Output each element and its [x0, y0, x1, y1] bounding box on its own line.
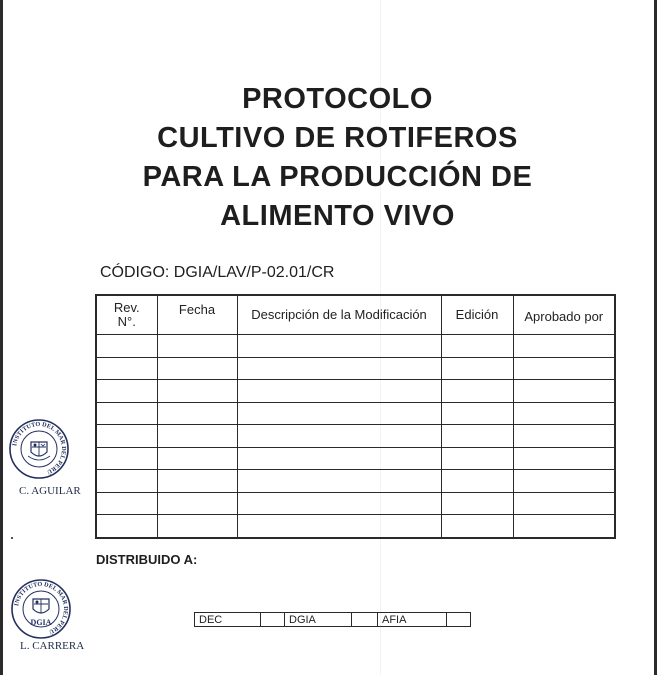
table-row — [96, 470, 615, 493]
distribution-table — [194, 612, 471, 627]
table-row — [96, 357, 615, 380]
document-title — [60, 80, 615, 236]
table-cell — [237, 492, 441, 515]
seal-2-ring-text: INSTITUTO DEL MAR DEL PERÚ — [13, 580, 70, 636]
table-cell — [237, 470, 441, 493]
table-cell — [513, 470, 615, 493]
table-row — [96, 402, 615, 425]
table-cell — [441, 425, 513, 448]
header-rev-line2: N°. — [117, 314, 136, 329]
title-line-4: ALIMENTO VIVO — [220, 200, 455, 232]
table-cell — [96, 402, 157, 425]
table-cell — [441, 447, 513, 470]
distribution-row — [195, 613, 471, 627]
distribution-cell — [352, 613, 378, 627]
table-cell — [237, 402, 441, 425]
table-cell — [237, 335, 441, 358]
table-cell — [513, 380, 615, 403]
table-cell — [157, 357, 237, 380]
seal-1-ring-text: INSTITUTO DEL MAR DEL PERÚ — [11, 420, 68, 476]
table-row — [96, 335, 615, 358]
table-row — [96, 515, 615, 538]
distribution-cell: DEC — [195, 613, 261, 627]
revision-table-body — [96, 335, 615, 538]
table-cell — [237, 515, 441, 538]
table-cell — [237, 447, 441, 470]
table-cell — [513, 335, 615, 358]
scan-right-margin — [657, 0, 671, 675]
title-line-3: PARA LA PRODUCCIÓN DE — [142, 161, 533, 193]
table-cell — [96, 470, 157, 493]
table-cell — [96, 515, 157, 538]
table-cell — [157, 492, 237, 515]
title-line-1: PROTOCOLO — [242, 83, 433, 115]
distribution-cell — [261, 613, 285, 627]
table-cell — [96, 335, 157, 358]
table-cell — [157, 447, 237, 470]
table-cell — [237, 357, 441, 380]
institute-seal-1 — [8, 418, 70, 480]
table-cell — [441, 357, 513, 380]
table-row — [96, 447, 615, 470]
table-cell — [441, 380, 513, 403]
table-cell — [157, 335, 237, 358]
table-cell — [96, 447, 157, 470]
table-row — [96, 492, 615, 515]
table-cell — [441, 402, 513, 425]
table-row — [96, 425, 615, 448]
table-cell — [441, 515, 513, 538]
table-cell — [157, 425, 237, 448]
table-cell — [157, 470, 237, 493]
table-row — [96, 380, 615, 403]
table-cell — [157, 515, 237, 538]
header-rev-no — [96, 295, 157, 335]
table-cell — [513, 492, 615, 515]
revision-table — [95, 294, 616, 539]
table-cell — [513, 447, 615, 470]
distribution-label: DISTRIBUIDO A: — [96, 552, 198, 567]
header-edicion: Edición — [441, 295, 513, 335]
header-descripcion: Descripción de la Modificación — [237, 295, 441, 335]
table-cell — [513, 357, 615, 380]
table-cell — [157, 380, 237, 403]
table-cell — [96, 380, 157, 403]
document-code: CÓDIGO: DGIA/LAV/P-02.01/CR — [100, 264, 335, 281]
table-cell — [513, 402, 615, 425]
distribution-cell: AFIA — [378, 613, 447, 627]
table-cell — [513, 425, 615, 448]
title-line-2: CULTIVO DE ROTIFEROS — [157, 122, 518, 154]
header-aprobado: Aprobado por — [513, 295, 615, 335]
header-fecha: Fecha — [157, 295, 237, 335]
revision-table-header — [96, 295, 615, 335]
table-cell — [441, 470, 513, 493]
scan-speck — [11, 537, 13, 539]
table-cell — [96, 357, 157, 380]
table-cell — [96, 425, 157, 448]
distribution-cell — [447, 613, 471, 627]
seal-2-name: L. CARRERA — [20, 640, 85, 652]
seal-1-name: C. AGUILAR — [19, 485, 81, 497]
seal-2-inner-text: DGIA — [30, 618, 52, 627]
table-cell — [96, 492, 157, 515]
distribution-cell: DGIA — [285, 613, 352, 627]
table-cell — [237, 425, 441, 448]
page-left-edge — [0, 0, 3, 675]
table-cell — [157, 402, 237, 425]
table-cell — [441, 492, 513, 515]
header-rev-line1: Rev. — [113, 300, 140, 315]
table-cell — [441, 335, 513, 358]
institute-seal-2 — [10, 578, 72, 640]
table-cell — [237, 380, 441, 403]
table-cell — [513, 515, 615, 538]
